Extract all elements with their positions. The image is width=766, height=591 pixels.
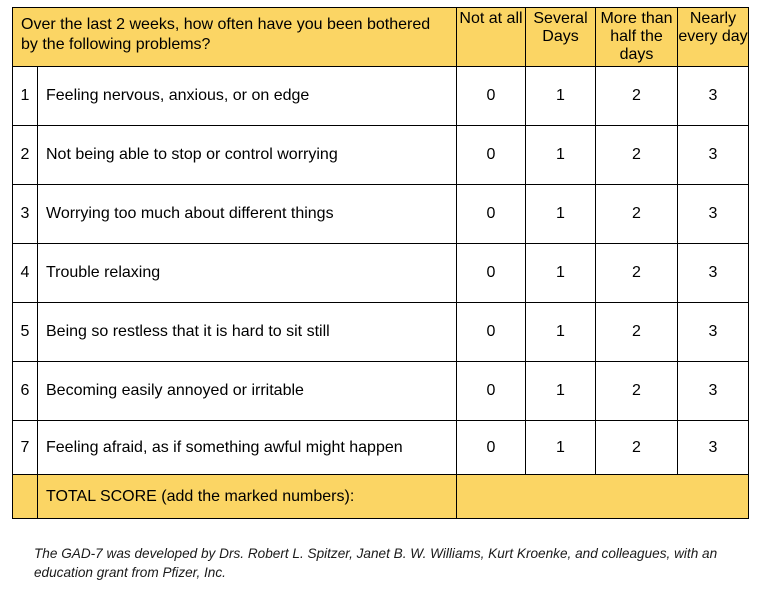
score-nearly-every-day[interactable]: 3 (678, 126, 749, 185)
score-not-at-all[interactable]: 0 (457, 67, 526, 126)
item-text: Feeling nervous, anxious, or on edge (38, 67, 457, 126)
item-text: Being so restless that it is hard to sit still (38, 303, 457, 362)
item-row-2 (13, 126, 749, 185)
score-not-at-all[interactable]: 0 (457, 362, 526, 421)
item-text: Becoming easily annoyed or irritable (38, 362, 457, 421)
item-text: Feeling afraid, as if something awful might happen (38, 421, 457, 475)
item-text: Trouble relaxing (38, 244, 457, 303)
score-not-at-all[interactable]: 0 (457, 185, 526, 244)
score-nearly-every-day[interactable]: 3 (678, 67, 749, 126)
item-row-7 (13, 421, 749, 475)
option-several-days: Several Days (526, 8, 596, 67)
score-nearly-every-day[interactable]: 3 (678, 303, 749, 362)
total-spacer (13, 475, 38, 519)
item-number: 1 (13, 67, 38, 126)
item-row-3 (13, 185, 749, 244)
score-several-days[interactable]: 1 (526, 185, 596, 244)
score-several-days[interactable]: 1 (526, 362, 596, 421)
score-nearly-every-day[interactable]: 3 (678, 244, 749, 303)
item-number: 4 (13, 244, 38, 303)
score-more-than-half[interactable]: 2 (596, 303, 678, 362)
total-score-row (13, 475, 749, 519)
item-number: 3 (13, 185, 38, 244)
score-more-than-half[interactable]: 2 (596, 244, 678, 303)
score-not-at-all[interactable]: 0 (457, 421, 526, 475)
total-score-field[interactable] (457, 475, 749, 519)
footnote: The GAD-7 was developed by Drs. Robert L. Spitzer, Janet B. W. Williams, Kurt Kroenke, and colleagues, with an education grant from Pfizer, Inc. (34, 546, 718, 580)
item-number: 7 (13, 421, 38, 475)
score-several-days[interactable]: 1 (526, 421, 596, 475)
score-more-than-half[interactable]: 2 (596, 421, 678, 475)
score-more-than-half[interactable]: 2 (596, 185, 678, 244)
item-text: Worrying too much about different things (38, 185, 457, 244)
item-number: 6 (13, 362, 38, 421)
option-not-at-all: Not at all (457, 8, 526, 67)
score-several-days[interactable]: 1 (526, 67, 596, 126)
question-heading: Over the last 2 weeks, how often have you been bothered by the following problems? (13, 8, 457, 67)
score-not-at-all[interactable]: 0 (457, 303, 526, 362)
item-number: 2 (13, 126, 38, 185)
total-score-label: TOTAL SCORE (add the marked numbers): (38, 475, 457, 519)
gad7-questionnaire-table (12, 7, 749, 519)
score-several-days[interactable]: 1 (526, 303, 596, 362)
score-more-than-half[interactable]: 2 (596, 362, 678, 421)
score-not-at-all[interactable]: 0 (457, 244, 526, 303)
item-row-4 (13, 244, 749, 303)
score-nearly-every-day[interactable]: 3 (678, 421, 749, 475)
header-row (13, 8, 749, 67)
item-row-5 (13, 303, 749, 362)
item-row-1 (13, 67, 749, 126)
score-more-than-half[interactable]: 2 (596, 126, 678, 185)
option-more-than-half: More than half the days (596, 8, 678, 67)
score-not-at-all[interactable]: 0 (457, 126, 526, 185)
item-row-6 (13, 362, 749, 421)
option-nearly-every-day: Nearly every day (678, 8, 749, 67)
score-several-days[interactable]: 1 (526, 126, 596, 185)
score-several-days[interactable]: 1 (526, 244, 596, 303)
item-number: 5 (13, 303, 38, 362)
score-more-than-half[interactable]: 2 (596, 67, 678, 126)
score-nearly-every-day[interactable]: 3 (678, 362, 749, 421)
score-nearly-every-day[interactable]: 3 (678, 185, 749, 244)
item-text: Not being able to stop or control worrying (38, 126, 457, 185)
